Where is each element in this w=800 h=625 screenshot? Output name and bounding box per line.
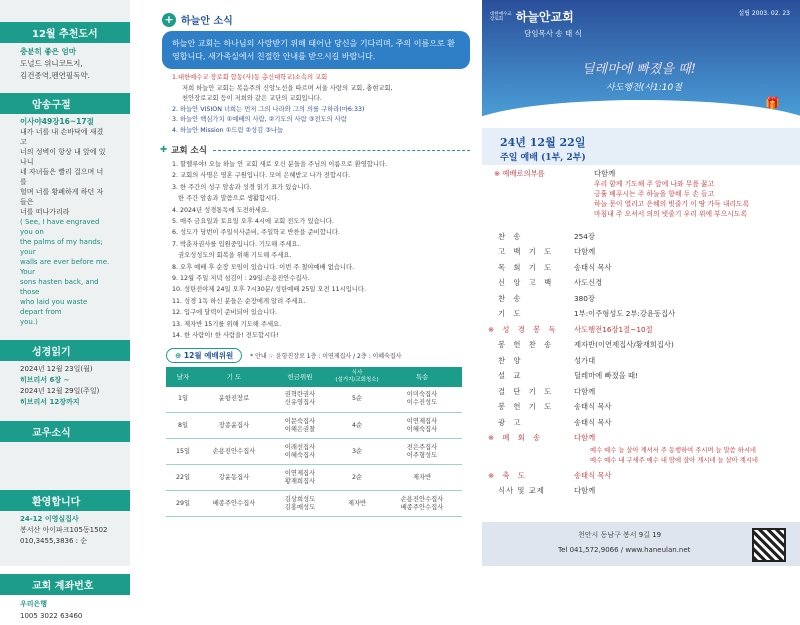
recite-title: 암송구절 (0, 93, 130, 114)
plus-icon: + (162, 13, 176, 27)
list-item: ※ 폐 회 송 다함께 (488, 433, 596, 443)
book-publisher: 김건종역,펜연필독약. (20, 71, 90, 80)
recite-korean: 내가 너를 내 손바닥에 새겼고 너의 성벽이 항상 내 앞에 있나니 네 자녀들은 빨리 걸으며 너를 헐며 너를 황폐하게 하던 자들은 너를 떠나가리라 (20, 128, 106, 216)
welcome-banner: 하늘안 교회는 하나님의 사랑받기 위해 태어난 당신을 기다리며, 주의 이름으로 환영합니다, 새가족실에서 친절한 안내를 받으시길 바랍니다. (162, 31, 470, 69)
order-of-worship (482, 229, 800, 446)
call-to-worship: ※ 예배로의부름 다함께 우리 함께 기도해 주 앞에 나와 무릎 꿇고 긍휼 베푸시는 주 하늘을 향해 두 손 들고 하늘 문이 열리고 은혜의 빗줄기 이 땅 가득 내리도록 마침내 주 오셔서 의의 빗줄기 우리 위에 부으시도록 (494, 169, 750, 218)
welcome-phone: 010,3455,3836 : 순 (20, 537, 88, 545)
duty-note: * 안내 ☞ 윤항진장로 1층 : 이연제집사 / 2층 : 이혜숙집사 (250, 352, 402, 360)
pastor: 담임목사 송 태 식 (524, 29, 582, 38)
book-author: 도널드 위니코트지, (20, 59, 83, 68)
reading-start: 2024년 12월 23일(월) (20, 365, 93, 373)
welcome-address: 봉서산 아이파크105동1502 (20, 526, 108, 534)
list-item: 기 도 1부:이주형성도 2부:강윤동집사 (498, 309, 676, 319)
service-date: 24년 12월 22일 (500, 136, 586, 149)
reading-title: 성경읽기 (0, 340, 130, 361)
news-item-4: 4. 하늘안 Mission ①드림 ②성김 ③나눔 (172, 126, 284, 134)
list-item: 찬 송 380장 (498, 293, 595, 303)
recite-reference: 이사야49장16~17절 (20, 117, 94, 126)
reading-to: 히브리서 12장까지 (20, 398, 80, 406)
church-news-list: 1. 할렐루야! 오늘 하늘 안 교회 새로 오신 분들을 주님의 이름으로 환영합니다. 2. 교회의 사명은 영혼 구원입니다. 모여 은혜받고 나가 전합시다. 3. 한 주간의 성구 암송과 성경 읽기 표가 있습니다. 한 주간 암송과 말씀으로 생활합시다. 4. 2024년 성경통독에 도전하세요. 5. 매주 금요일과 토요일 오후 4시에 교회 전도가 있습니다. 6. 성도가 당번이 주일식사준비, 주일학교 반찬을 준비합니다. 7. 박춘자권사를 입원중입니다. 기도해 주세요. 권오성성도의 회복을 위해 기도해 주세요. 8. 오후 예배 후 순장 모임이 있습니다. 이번 주 철야예배 없습니다. 9. 12월 주일 저녁 섬김이 : 29일:손용진안수집사. 10. 성탄전야제 24일 오후 7시30분/ 성탄예배 25일 오전 11시입니다. 11. 성경 1독 하신 분들은 순장에게 알려 주세요. 12. 입구에 달력이 준비되어 있습니다. 13. 제자반 15기를 위해 기도해 주세요. 14. 한 사람이! 한 사람을! 전도합시다! (172, 161, 388, 340)
news-item-3: 3. 하늘안 핵심가치 ①예배의 사람, ②기도의 사람 ③전도의 사람 (172, 116, 347, 123)
account-number: 1005 3022 63460 (20, 612, 83, 620)
news-item-1: 1.대한예수교 장로회 합동(사)동 총신대학교)소속의 교회 (172, 74, 328, 81)
qr-code-icon (752, 528, 786, 562)
bank-name: 우리은행 (20, 600, 48, 608)
list-item: ※ 축 도 송태식 목사 (488, 470, 612, 480)
books-title: 12월 추천도서 (0, 22, 130, 43)
sermon-banner-ref: 사도행전(사1:10절 (606, 83, 682, 93)
service-title: 주일 예배 (1부, 2부) (500, 153, 586, 163)
service-header (482, 128, 800, 165)
list-item: 광 고 송태식 목사 (498, 417, 612, 427)
book-title: 충분히 좋은 엄마 (20, 47, 76, 56)
news-item-2: 2. 하늘안 VISION 너희는 먼저 그의 나라와 그의 의를 구하라(마6:33) (172, 105, 365, 113)
list-item: 식사 및 교제 다함께 (498, 486, 596, 496)
founded-date: 설립 2003. 02. 23 (738, 10, 790, 17)
welcome-title: 환영합니다 (0, 490, 130, 511)
list-item: 찬 양 성가대 (498, 355, 596, 365)
table-row: 1일 윤항진장로 권혁란권사 신유영집사 5순 이미숙집사 이수진성도 (166, 387, 462, 413)
church-address: 천안시 동남구 봉서 9길 19 (578, 531, 662, 539)
church-contact: Tel 041,572,9066 / www.haneulan.net (558, 546, 691, 554)
table-row: 8일 장종윤집사 이문숙집사 이해은권찰 4순 이연제집사 이혜숙집사 (166, 413, 462, 439)
closing-hymn-text: 예수 예수 늘 살아 계셔서 주 동행하여 주시며 늘 말씀 하시네 예수 예수 내 구세주 예수 내 맘에 살아 계시네 늘 살아 계시네 (590, 447, 759, 464)
reading-end: 2024년 12월 29일(주일) (20, 387, 100, 395)
list-item: 찬 송 254장 (498, 231, 595, 241)
snow-hill (482, 100, 800, 128)
table-row: 15일 손용진안수집사 이래선집사 이혜숙집사 3순 전은주집사 이주형성도 (166, 439, 462, 465)
worship-column (482, 0, 800, 566)
logo-mark: 대한예수교 장로회 (490, 11, 512, 22)
list-item: ※ 성 경 봉 독 사도행전16장1절~10절 (488, 324, 653, 334)
list-item: 고 백 기 도 다함께 (498, 247, 596, 257)
members-news-title: 교우소식 (0, 421, 130, 442)
table-row: 22일 강윤동집사 이연제집사 황재희집사 2순 제자반 (166, 465, 462, 491)
list-item: 봉 헌 기 도 송태식 목사 (498, 402, 612, 412)
sermon-banner-title: 딜레마에 빠졌을 때! (582, 62, 696, 77)
list-item: 봉 헌 찬 송 제자반(이연제집사/황재희집사) (498, 340, 674, 350)
duty-table: 날자 기 도 헌금위원 식사 (설거지/교회청소) 특송 1일 윤항진장로 권혁란권사 신유영집사 5순 이미숙집사 이수진성도 8일 장종윤집사 이문숙집사 이해은권찰 4순 이연제집사 이혜숙집사 15일 손용진안수집사 이래선집사 이혜숙집사 3순 전은주집사 이주형성도 22일 강윤동집사 이연제집사 황재희집사 2순 제자반 29일 배종주안수집사 김상희성도 김홍매성도 제자반 손용진안수집사 배종주안수집사 (166, 367, 462, 518)
duty-title: ⊕ 12월 예배위원 (166, 348, 242, 363)
news-title: 하늘안 소식 (181, 16, 233, 27)
account-title: 교회 계좌번호 (0, 574, 130, 595)
list-item: 신 앙 고 백 사도신경 (498, 278, 603, 288)
list-item: 목 회 기 도 송태식 목사 (498, 262, 612, 272)
news-column: + 하늘안 소식 하늘안 교회는 하나님의 사랑받기 위해 태어난 당신을 기다리며, 주의 이름으로 환영합니다, 새가족실에서 친절한 안내를 받으시길 바랍니다. 1.대한예수교 장로회 합동(사)동 총신대학교)소속의 교회 저희 하늘안 교회는 복음주의 신앙노선을 따르며 서울 사랑의 교회, 충현교회, 천안장로교회 등이 저희와 같은 교단의 교회입니다. 2. 하늘안 VISION 너희는 먼저 그의 나라와 그의 의를 구하라(마6:33) 3. 하늘안 핵심가치 ①예배의 사람, ②기도의 사람 ③전도의 사람 4. 하늘안 Mission ①드림 ②성김 ③나눔 ✚ 교회 소식 1. 할렐루야! 오늘 하늘 안 교회 새로 오신 분들을 주님의 이름으로 환영합니다. 2. 교회의 사명은 영혼 구원입니다. 모여 은혜받고 나가 전합시다. 3. 한 주간의 성구 암송과 성경 읽기 표가 있습니다. 한 주간 암송과 말씀으로 생활합시다. 4. 2024년 성경통독에 도전하세요. 5. 매주 금요일과 토요일 오후 4시에 교회 전도가 있습니다. 6. 성도가 당번이 주일식사준비, 주일학교 반찬을 준비합니다. 7. 박춘자권사를 입원중입니다. 기도해 주세요. 권오성성도의 회복을 위해 기도해 주세요. 8. 오후 예배 후 순장 모임이 있습니다. 이번 주 철야예배 없습니다. 9. 12월 주일 저녁 섬김이 : 29일:손용진안수집사. 10. 성탄전야제 24일 오후 7시30분/ 성탄예배 25일 오전 11시입니다. 11. 성경 1독 하신 분들은 순장에게 알려 주세요. 12. 입구에 달력이 준비되어 있습니다. 13. 제자반 15기를 위해 기도해 주세요. 14. 한 사람이! 한 사람을! 전도합시다! ⊕ 12월 예배위원 * 안내 ☞ 윤항진장로 1층 : 이연제집사 / 2층 : 이혜숙집사 날자 기 도 헌금위원 식사 (설거지/교회청소) 특송 1일 윤항진장로 권혁란권사 신유영집사 5순 이미숙집사 이수진성도 8일 장종윤집사 이문숙집사 이해은권찰 4순 이연제집사 이혜숙집사 15일 손용진안수집사 이래선집사 이혜숙집사 3순 전은주집사 이주형성도 22일 강윤동집사 이연제집사 황재희집사 2순 제자반 29일 배종주안수집사 김상희성도 김홍매성도 제자반 손용진안수집사 배종주안수집사 (142, 0, 470, 566)
recite-english: ( See, I have engraved you on the palms of my hands; your walls are ever before me. Your sons hasten back, and those who laid you waste depart from you.) (20, 218, 110, 326)
list-item: 설 교 딜레마에 빠졌을 때! (498, 371, 638, 381)
church-name: 하늘안교회 (515, 10, 574, 24)
list-item: 결 단 기 도 다함께 (498, 386, 596, 396)
church-news-title: 교회 소식 (171, 146, 207, 156)
welcome-name: 24-12 이영실집사 (20, 515, 79, 523)
footer (482, 522, 800, 566)
sidebar (0, 0, 130, 620)
reading-from: 히브리서 6장 ~ (20, 376, 70, 384)
header-banner (482, 0, 800, 128)
gift-icon: 🎁 (765, 96, 780, 110)
table-row: 29일 배종주안수집사 김상희성도 김홍매성도 제자반 손용진안수집사 배종주안수집사 (166, 491, 462, 517)
plus-icon: ✚ (160, 145, 168, 155)
